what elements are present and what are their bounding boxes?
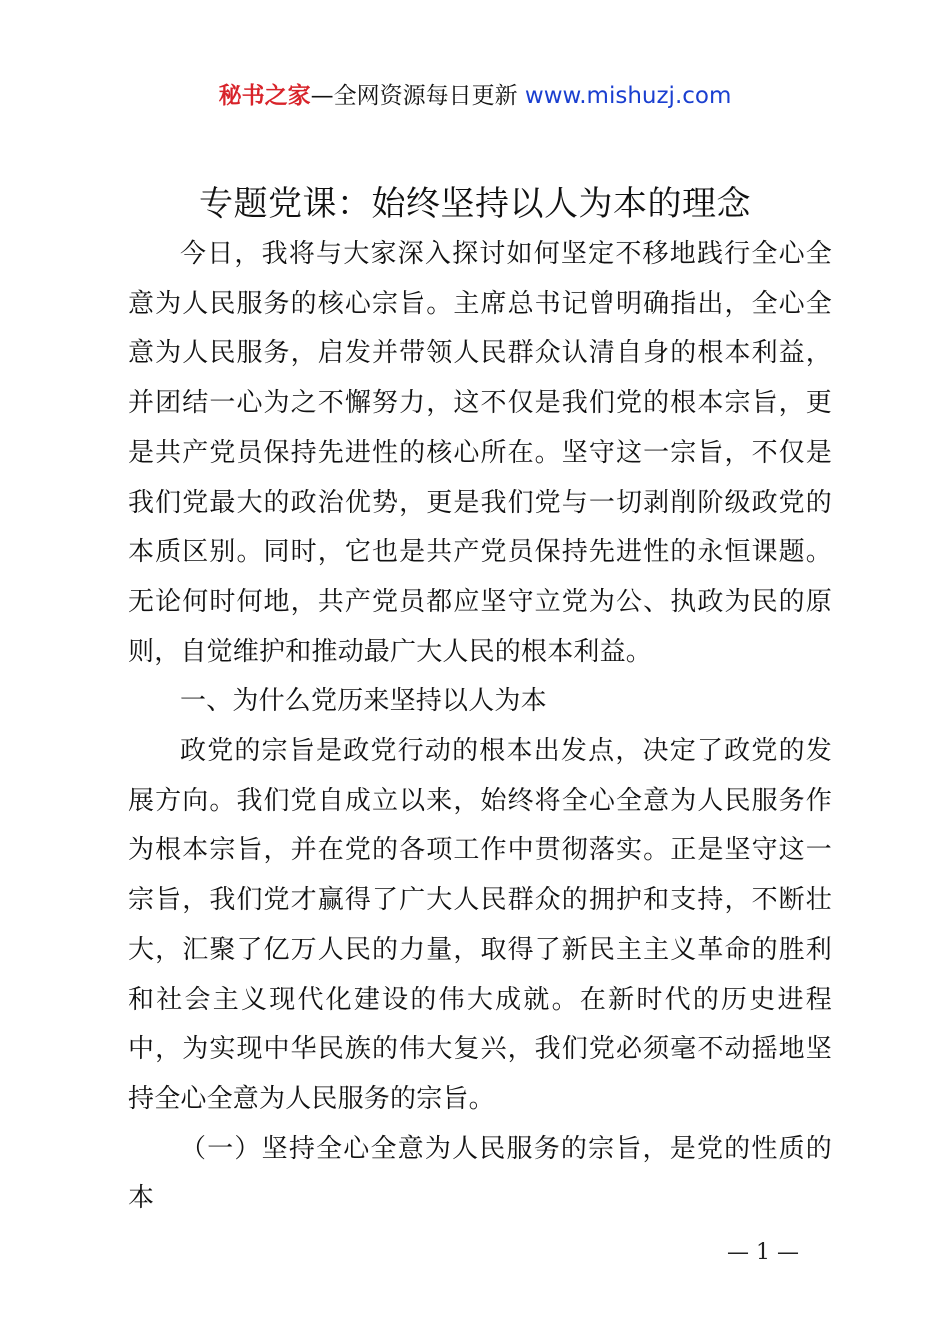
body-paragraph: 政党的宗旨是政党行动的根本出发点，决定了政党的发展方向。我们党自成立以来，始终将全心全意为人民服务作为根本宗旨，并在党的各项工作中贯彻落实。正是坚守这一宗旨，我们党才赢得了广大人民群众的拥护和支持，不断壮大，汇聚了亿万人民的力量，取得了新民主主义革命的胜利和社会主义现代化建设的伟大成就。在新时代的历史进程中，为实现中华民族的伟大复兴，我们党必须毫不动摇地坚持全心全意为人民服务的宗旨。 <box>128 736 832 1114</box>
section-heading: 一、为什么党历来坚持以人为本 <box>180 686 547 717</box>
document-body <box>128 230 832 1224</box>
subsection-heading: （一）坚持全心全意为人民服务的宗旨，是党的性质的本 <box>128 1133 832 1214</box>
site-header <box>0 80 950 112</box>
page-number: — 1 — <box>727 1240 799 1265</box>
site-url-link[interactable]: www.mishuzj.com <box>524 83 732 109</box>
header-tagline: —全网资源每日更新 <box>310 83 518 109</box>
brand-name: 秘书之家 <box>218 83 311 109</box>
document-title: 专题党课：始终坚持以人为本的理念 <box>199 184 751 224</box>
intro-paragraph: 今日，我将与大家深入探讨如何坚定不移地践行全心全意为人民服务的核心宗旨。主席总书记曾明确指出，全心全意为人民服务，启发并带领人民群众认清自身的根本利益，并团结一心为之不懈努力，这不仅是我们党的根本宗旨，更是共产党员保持先进性的核心所在。坚守这一宗旨，不仅是我们党最大的政治优势，更是我们党与一切剥削阶级政党的本质区别。同时，它也是共产党员保持先进性的永恒课题。无论何时何地，共产党员都应坚守立党为公、执政为民的原则，自觉维护和推动最广大人民的根本利益。 <box>128 239 832 667</box>
